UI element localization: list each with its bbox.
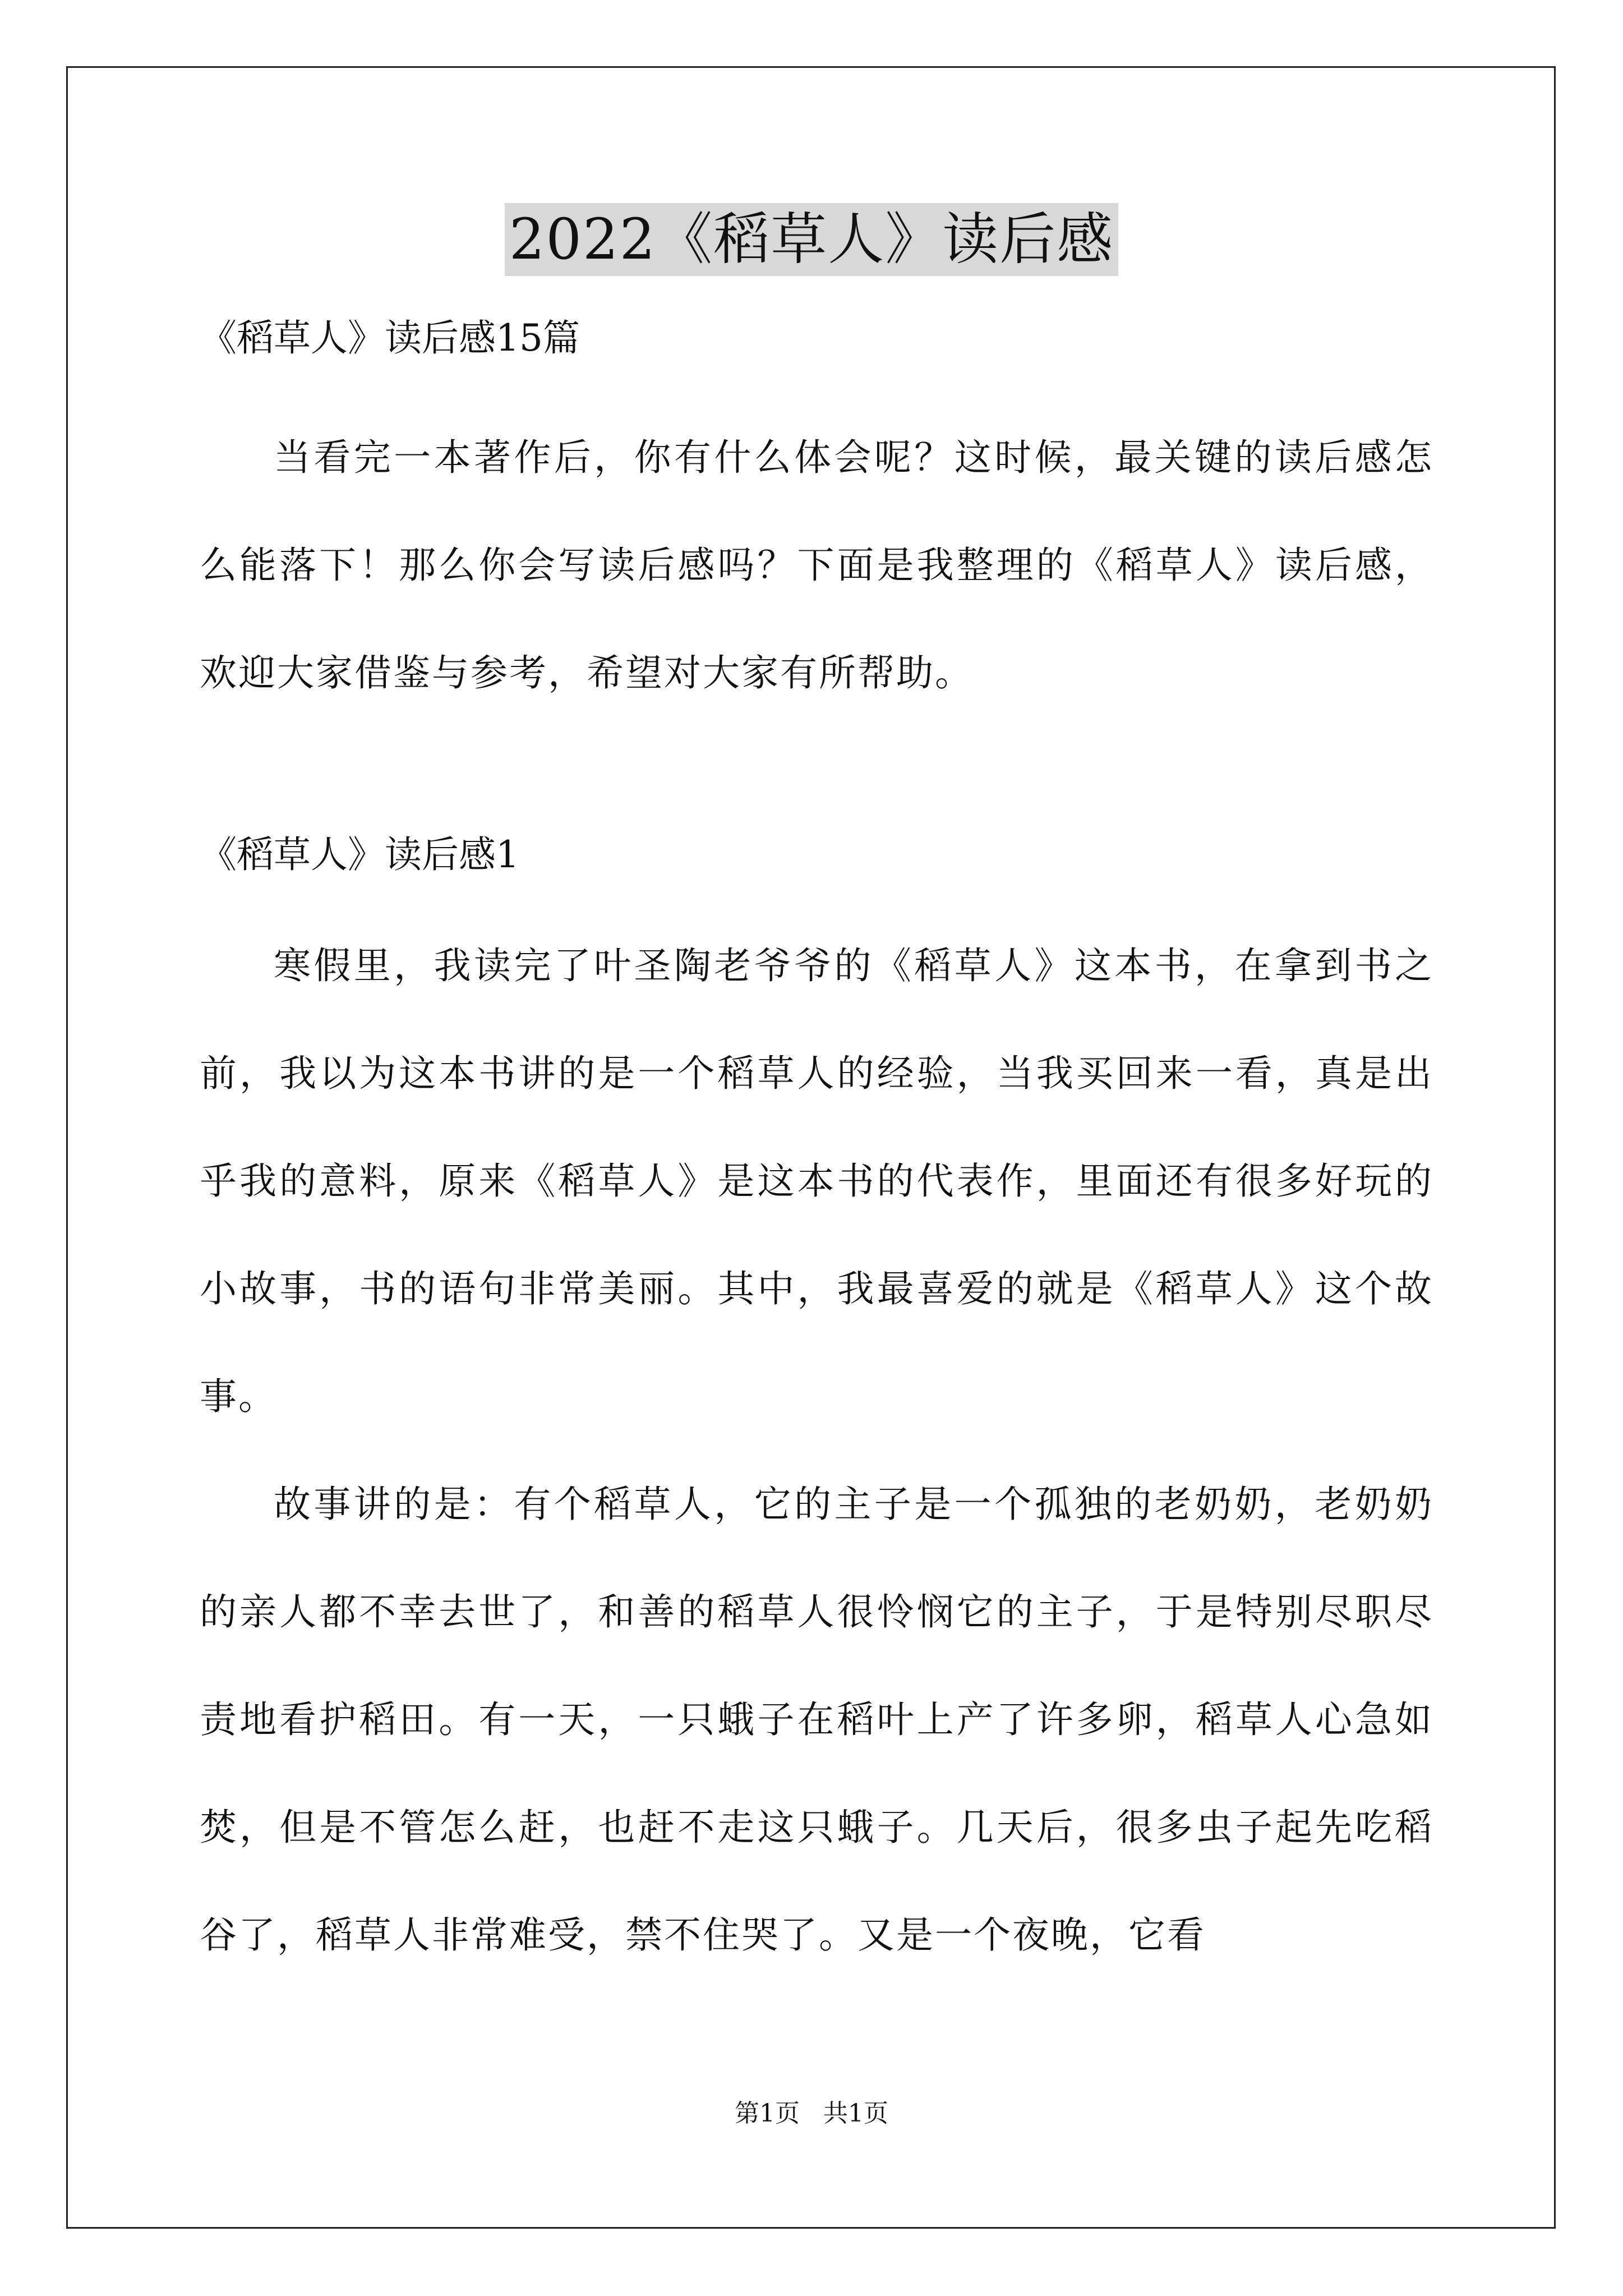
section-paragraph-2: 故事讲的是：有个稻草人，它的主子是一个孤独的老奶奶，老奶奶的亲人都不幸去世了，和善的稻草人很怜悯它的主子，于是特别尽职尽责地看护稻田。有一天，一只蛾子在稻叶上产了许多卵，稻草人心急如焚，但是不管怎么赶，也赶不走这只蛾子。几天后，很多虫子起先吃稻谷了，稻草人非常难受，禁不住哭了。又是一个夜晚，它看 [200,1483,1433,1957]
section-paragraph-1: 寒假里，我读完了叶圣陶老爷爷的《稻草人》这本书，在拿到书之前，我以为这本书讲的是一个稻草人的经验，当我买回来一看，真是出乎我的意料，原来《稻草人》是这本书的代表作，里面还有很多好玩的小故事，书的语句非常美丽。其中，我最喜爱的就是《稻草人》这个故事。 [200,944,1433,1418]
section-heading: 《稻草人》读后感1 [200,833,519,876]
document-body [200,303,1433,1989]
title-block [0,203,1623,276]
document-subtitle: 《稻草人》读后感15篇 [200,316,580,360]
page-footer: 第1页 共1页 [735,2099,888,2128]
document-title: 2022《稻草人》读后感 [505,203,1119,276]
intro-paragraph: 当看完一本著作后，你有什么体会呢？这时候，最关键的读后感怎么能落下！那么你会写读后感吗？下面是我整理的《稻草人》读后感，欢迎大家借鉴与参考，希望对大家有所帮助。 [200,436,1433,694]
